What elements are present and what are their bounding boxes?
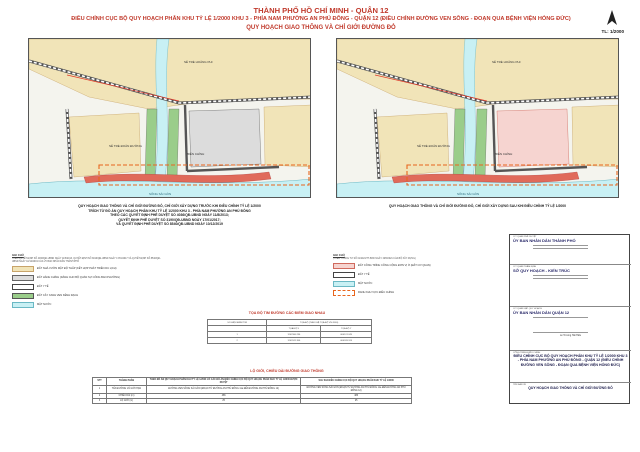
table-row — [208, 338, 372, 344]
legend-swatch — [333, 281, 355, 287]
map-label-shore: BIỂN CHÍNH — [187, 152, 205, 156]
legend-swatch — [12, 266, 34, 272]
greenery-strip — [167, 109, 179, 179]
sheet-section — [510, 383, 631, 405]
legend-item — [12, 264, 162, 273]
legend-label: MẶT NƯỚC — [358, 282, 373, 285]
legend-swatch — [12, 293, 34, 299]
legend-label: ĐẤT Y TẾ — [37, 285, 49, 288]
coord-y: 600243.126 — [321, 338, 372, 344]
caption-after — [336, 204, 619, 209]
road-header: THEO ĐỒ ÁN QUY HOẠCH PHÂN KHU TỶ LỆ 1/2000 VÀ CÁC ĐỒ ÁN ĐIỀU CHỈNH CỤC BỘ QUY HOẠCH PHÂN KHU TỶ LỆ 1/2000 ĐƯỢC DUYỆT — [147, 378, 301, 386]
road-cell: ĐƯỜNG VEN SÔNG SÀI GÒN (ĐOẠN TỪ ĐƯỜNG AN PHÚ ĐÔNG 11a ĐẾN ĐƯỜNG AN PHÚ ĐÔNG 12) — [301, 386, 412, 394]
legend-after — [333, 253, 443, 297]
road-header: THÀNH PHẦN — [107, 378, 147, 386]
coord-x: 1202241.356 — [267, 338, 321, 344]
signature-line — [533, 275, 588, 276]
legend-swatch — [12, 275, 34, 281]
coordinates-table — [207, 319, 372, 344]
coord-subheader: TỌA ĐỘ Y — [321, 326, 372, 332]
map-label-school: SÊ TRẺ HOÀNG PHI — [492, 60, 521, 64]
legend-item — [333, 279, 443, 288]
appraiser-section — [510, 265, 631, 307]
legend-swatch — [12, 284, 34, 290]
approver-section — [510, 235, 631, 265]
legend-title: GHI CHÚ — [333, 253, 345, 257]
legend-swatch — [333, 290, 355, 296]
caption-line: TRÍCH TỪ ĐỒ ÁN QUY HOẠCH PHÂN KHU TỶ LỆ 1/2000 KHU 3 - PHÍA NAM PHƯỜNG AN PHÚ ĐÔNG — [88, 208, 251, 213]
map-before-adjustment — [28, 38, 311, 198]
signature-line — [533, 248, 588, 249]
road-cell: ĐƯỜNG VEN SÔNG SÀI GÒN (ĐOẠN TỪ ĐƯỜNG AN PHÚ ĐÔNG 11a ĐẾN ĐƯỜNG AN PHÚ ĐÔNG 12) — [147, 386, 301, 394]
sheet-title: QUY HOẠCH GIAO THÔNG VÀ CHỈ GIỚI ĐƯỜNG ĐỎ — [246, 25, 396, 31]
road-cell: 486 — [301, 394, 412, 399]
scale-label: TL: 1/2000 — [601, 29, 624, 34]
approver-label: CƠ QUAN PHÊ DUYỆT — [513, 236, 537, 238]
signer-name: Lê Trương Hải Hiếu — [559, 334, 582, 337]
coord-y: 600174.245 — [321, 332, 372, 338]
legend-label: ĐẤT CÂY XANH VEN KÊNH RẠCH — [37, 294, 79, 297]
legend-title: GHI CHÚ — [12, 253, 24, 257]
coord-subheader: TỌA ĐỘ X — [267, 326, 321, 332]
legend-label: ĐẤT CÔNG TRÌNH CÔNG CỘNG ĐƠN VỊ Ở (ĐẤT CƠ QUAN) — [358, 264, 431, 267]
coord-header: TỌA ĐỘ (THEO HỆ TỌA ĐỘ VN-2000) — [267, 320, 372, 326]
public-zone — [497, 109, 569, 167]
road-cell: 25 — [147, 399, 301, 404]
legend-before — [12, 253, 162, 309]
greenery-strip — [453, 109, 465, 179]
signature-line — [533, 245, 588, 246]
legend-swatch — [12, 302, 34, 308]
legend-item — [12, 300, 162, 309]
greenery-strip — [145, 109, 157, 179]
north-arrow-icon — [606, 10, 618, 26]
approver-name: ỦY BAN NHÂN DÂN THÀNH PHỐ — [513, 238, 576, 243]
legend-item — [12, 291, 162, 300]
legend-item — [12, 273, 162, 282]
project-section — [510, 351, 631, 383]
coord-x: 1202180.236 — [267, 332, 321, 338]
caption-line: QUY HOẠCH GIAO THÔNG VÀ CHỈ GIỚI ĐƯỜNG ĐỎ, CHỈ GIỚI XÂY DỰNG TRƯỚC KHI ĐIỀU CHỈNH TỶ LỆ 1/2000 — [78, 204, 261, 208]
coord-point: 1 — [208, 332, 267, 338]
drawing-sheet — [12, 6, 630, 404]
signature-line — [533, 332, 588, 333]
admin-zone — [189, 109, 261, 167]
caption-line: VÀ QUYẾT ĐỊNH PHÊ DUYỆT SỐ 8540/QĐ-UBND NGÀY 10/12/2019 — [116, 222, 223, 227]
map-label-shore: BIỂN CHÍNH — [495, 152, 513, 156]
roads-title: LỘ GIỚI, CHIỀU DÀI ĐƯỜNG GIAO THÔNG — [250, 369, 324, 373]
signature-line — [533, 317, 588, 318]
appraiser-name: SỞ QUY HOẠCH - KIẾN TRÚC — [513, 268, 570, 273]
road-cell: 1 — [93, 386, 107, 394]
road-cell: CHIỀU DÀI (m) — [107, 394, 147, 399]
map-label-school: SÊ TRẺ HOÀNG PHI — [184, 60, 213, 64]
sheet-label: TÊN BẢN VẼ — [513, 384, 527, 386]
legend-item — [333, 270, 443, 279]
road-header: SAU KHI ĐIỀU CHỈNH CỤC BỘ QUY HOẠCH PHÂN KHU TỶ LỆ 1/2000 — [301, 378, 412, 386]
road-cell: 25 — [301, 399, 412, 404]
legend-note: (THEO THÔNG TƯ SỐ 01/2021/TT-BXD NGÀY 19/5/2021 CỦA BỘ XÂY DỰNG) — [333, 258, 416, 260]
legend-label: ĐẤT HÀNH CHÍNH (DÀNH CHO BỘ QUẢN SỰ CÔNG BAN PHƯỜNG) — [37, 276, 120, 279]
project-name: ĐIỀU CHỈNH CỤC BỘ QUY HOẠCH PHÂN KHU TỶ LỆ 1/2000 KHU 3 - PHÍA NAM PHƯỜNG AN PHÚ ĐÔNG - QUẬN 12 (ĐIỀU CHỈNH ĐƯỜNG VEN SÔNG - ĐOẠN QUA BỆNH VIỆN HÓNG ĐỨC) — [513, 354, 628, 367]
organizer-name: ỦY BAN NHÂN DÂN QUẬN 12 — [513, 310, 570, 315]
residential-zone — [572, 105, 619, 167]
sheet-name: QUY HOẠCH GIAO THÔNG VÀ CHỈ GIỚI ĐƯỜNG ĐỎ — [528, 386, 613, 390]
legend-swatch — [333, 263, 355, 269]
map-after-adjustment — [336, 38, 619, 198]
road-cell: 3 — [93, 399, 107, 404]
coord-point: 2 — [208, 338, 267, 344]
map-label-river: SÔNG SÀI GÒN — [149, 192, 172, 196]
roads-table — [92, 377, 412, 404]
caption-line: QUY HOẠCH GIAO THÔNG VÀ CHỈ GIỚI ĐƯỜNG ĐỎ, CHỈ GIỚI XÂY DỰNG SAU KHI ĐIỀU CHỈNH TỶ LỆ 1/2000 — [388, 204, 567, 208]
appraiser-label: CƠ QUAN THẨM ĐỊNH — [513, 266, 537, 268]
organizer-label: CƠ QUAN LẬP QUY HOẠCH — [513, 308, 542, 310]
signature-line — [533, 278, 588, 279]
project-label: CÔNG TRÌNH ĐIỀU CHỈNH — [513, 352, 541, 354]
table-row — [93, 386, 412, 394]
city-title: THÀNH PHỐ HỒ CHÍ MINH - QUẬN 12 — [253, 6, 389, 15]
caption-before — [28, 204, 311, 227]
road-cell: LỘ GIỚI (m) — [107, 399, 147, 404]
coordinates-title: TỌA ĐỘ TIM ĐƯỜNG CÁC ĐIỂM GIAO NHAU — [248, 311, 326, 315]
legend-item — [333, 288, 443, 297]
table-row — [93, 399, 412, 404]
legend-label: ĐẤT Y TẾ — [358, 273, 370, 276]
caption-line: QUYẾT ĐỊNH PHÊ DUYỆT SỐ 3190/QĐ-UBND NGÀY 17/01/2017; — [118, 217, 221, 222]
road-cell: 486 — [147, 394, 301, 399]
legend-label: MẶT NƯỚC — [37, 303, 52, 306]
legend-item — [12, 282, 162, 291]
map-label-area: SÊ TRẺ ĐOÀN ĐƯỜNG — [109, 144, 142, 148]
legend-swatch — [333, 272, 355, 278]
road-header: STT — [93, 378, 107, 386]
greenery-strip — [475, 109, 487, 179]
legend-item — [333, 261, 443, 270]
map-label-area: SÊ TRẺ ĐOÀN ĐƯỜNG — [417, 144, 450, 148]
caption-line: THEO CÁC QUYẾT ĐỊNH PHÊ DUYỆT SỐ 4036/QĐ-UBND NGÀY 11/8/2013; — [110, 213, 229, 218]
legend-label: ĐẤT NHÀ VƯỜN MẬT ĐỘ THẤP (KẾT HỢP PHÁT TRIỂN DU LỊCH) — [37, 267, 117, 270]
legend-label: RANH KHU VỰC ĐIỀU CHỈNH — [358, 291, 394, 294]
organizer-section — [510, 307, 631, 351]
project-subtitle: ĐIỀU CHỈNH CỤC BỘ QUY HOẠCH PHÂN KHU TỶ LỆ 1/2000 KHU 3 - PHÍA NAM PHƯỜNG AN PHÚ ĐÔNG - QUẬN 12 (ĐIỀU CHỈNH ĐƯỜNG VEN SÔNG - ĐOẠN QUA BỆNH VIỆN HÓNG ĐỨC) — [71, 16, 571, 22]
road-cell: TÊN ĐƯỜNG VÀ GIỚI HẠN — [107, 386, 147, 394]
residential-zone — [264, 105, 311, 167]
title-block — [509, 234, 630, 404]
coord-header: SỐ HIỆU ĐIỂM TIM — [208, 320, 267, 326]
map-label-river: SÔNG SÀI GÒN — [457, 192, 480, 196]
legend-note: THEO QUYẾT ĐỊNH SỐ 4036/QĐ-UBND NGÀY 11/8/2013, QUYẾT ĐỊNH SỐ 3190/QĐ-UBND NGÀY 17/01/2017 VÀ QUYẾT ĐỊNH SỐ 8540/QĐ-UBND NGÀY 10/12/2019 CỦA ỦY BAN NHÂN DÂN THÀNH PHỐ — [12, 258, 161, 263]
road-cell: 2 — [93, 394, 107, 399]
